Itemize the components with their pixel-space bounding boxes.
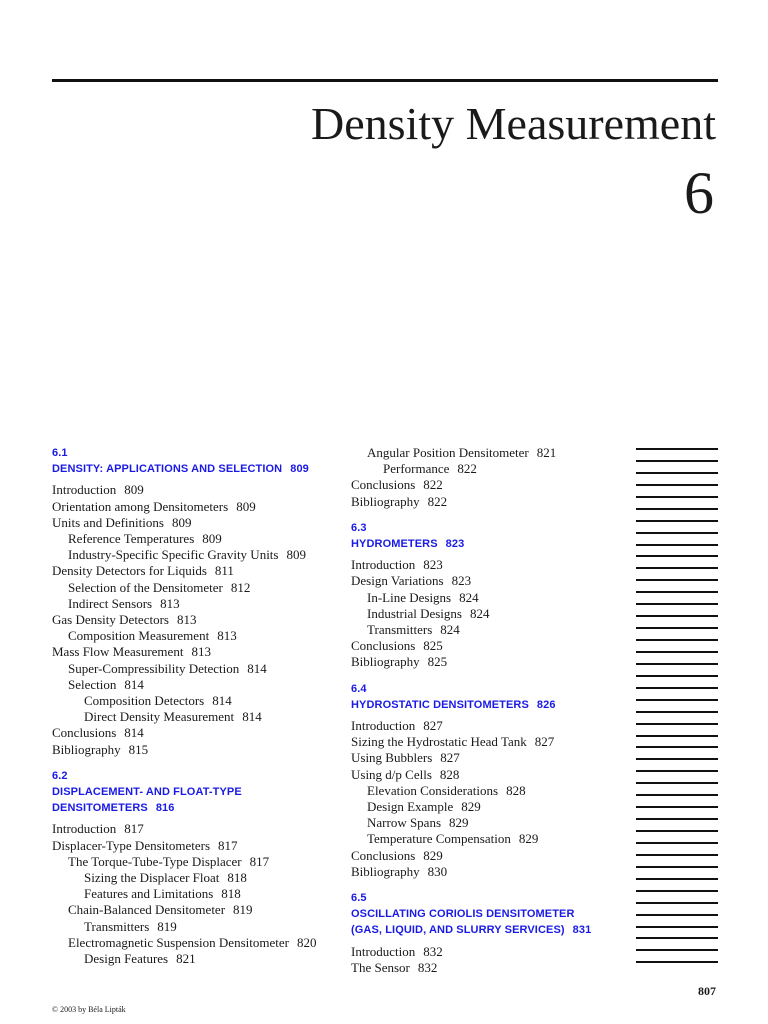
index-tab-rule — [636, 687, 718, 689]
toc-entry[interactable] — [351, 477, 641, 493]
index-tab-rule — [636, 890, 718, 892]
toc-entry-page: 829 — [518, 831, 539, 847]
toc-entry-page: 809 — [286, 547, 306, 563]
toc-entry[interactable] — [52, 870, 342, 886]
index-tab-rule — [636, 914, 718, 916]
toc-entry-page: 814 — [124, 725, 144, 741]
index-tab-rule — [636, 520, 718, 522]
toc-entry[interactable] — [52, 742, 342, 758]
toc-entry-title: Indirect Sensors — [68, 595, 153, 611]
index-tab-rule — [636, 794, 718, 796]
section-title[interactable] — [52, 800, 342, 816]
toc-entry-page: 821 — [176, 951, 196, 967]
toc-entry-title: Composition Measurement — [68, 628, 210, 644]
toc-entry-page: 819 — [233, 902, 253, 918]
toc-entry-title: Using Bubblers — [351, 750, 433, 766]
toc-entry-page: 824 — [459, 589, 479, 605]
toc-entry-title: Conclusions — [52, 725, 117, 741]
toc-entry-page: 827 — [423, 718, 443, 734]
toc-entry-title: Direct Density Measurement — [84, 709, 235, 725]
index-tab-rule — [636, 472, 718, 474]
toc-entry-title: Composition Detectors — [84, 693, 205, 709]
section-title[interactable] — [351, 906, 641, 922]
toc-entry[interactable] — [351, 750, 641, 766]
toc-right-column — [351, 445, 641, 976]
thumb-index-tabs — [636, 448, 718, 973]
toc-entry[interactable] — [52, 531, 342, 547]
toc-entry-title: Selection — [68, 676, 117, 692]
toc-entry-title: Super-Compressibility Detection — [68, 660, 240, 676]
toc-entry-page: 824 — [469, 605, 490, 621]
section-title-text: OSCILLATING CORIOLIS DENSITOMETER — [351, 908, 575, 921]
section-title-text: DISPLACEMENT- AND FLOAT-TYPE — [52, 786, 242, 799]
toc-entry-page: 822 — [423, 477, 443, 493]
toc-entry-title: Industrial Designs — [367, 605, 462, 621]
toc-entry-title: Introduction — [351, 943, 416, 959]
index-tab-rule — [636, 591, 718, 593]
toc-entry-title: Features and Limitations — [84, 886, 214, 902]
toc-entry-title: Selection of the Densitometer — [68, 579, 223, 595]
toc-entry-title: Introduction — [52, 482, 117, 498]
toc-entry-page: 812 — [230, 579, 251, 595]
toc-entry-page: 815 — [128, 741, 149, 757]
toc-entry-title: In-Line Designs — [367, 589, 452, 605]
toc-entry-title: Bibliography — [52, 741, 121, 757]
toc-entry-title: Design Features — [84, 951, 169, 967]
toc-entry[interactable] — [351, 573, 641, 589]
section-spacer — [52, 758, 342, 768]
toc-entry[interactable] — [52, 677, 342, 693]
section-title-text: DENSITY: APPLICATIONS AND SELECTION — [52, 463, 283, 476]
toc-entry-title: Temperature Compensation — [367, 831, 511, 847]
section-spacer — [351, 510, 641, 520]
index-tab-rule — [636, 782, 718, 784]
toc-entry-title: Introduction — [52, 821, 117, 837]
toc-entry[interactable] — [351, 848, 641, 864]
toc-entry-page: 824 — [440, 622, 460, 638]
section-title[interactable] — [52, 784, 342, 800]
index-tab-rule — [636, 699, 718, 701]
index-tab-rule — [636, 532, 718, 534]
toc-entry-page: 827 — [534, 734, 555, 750]
toc-entry[interactable] — [52, 854, 342, 870]
index-tab-rule — [636, 937, 718, 939]
toc-entry-title: Sizing the Hydrostatic Head Tank — [351, 734, 527, 750]
toc-entry-page: 829 — [449, 815, 469, 831]
toc-entry-title: Transmitters — [367, 622, 433, 638]
toc-entry-page: 809 — [202, 531, 222, 547]
section-page: 823 — [445, 538, 465, 551]
toc-entry[interactable] — [52, 644, 342, 660]
section-number: 6.3 — [351, 521, 367, 534]
section-page: 809 — [290, 463, 309, 476]
toc-left-column — [52, 445, 342, 967]
index-tab-rule — [636, 758, 718, 760]
toc-entry-page: 813 — [217, 628, 237, 644]
index-tab-rule — [636, 579, 718, 581]
toc-entry-page: 809 — [236, 498, 256, 514]
toc-entry-title: Using d/p Cells — [351, 766, 432, 782]
toc-entry-page: 814 — [124, 676, 144, 692]
toc-entry-page: 825 — [423, 638, 443, 654]
index-tab-rule — [636, 603, 718, 605]
toc-entry-title: The Torque-Tube-Type Displacer — [68, 853, 242, 869]
toc-entry-title: Elevation Considerations — [367, 782, 499, 798]
index-tab-rule — [636, 496, 718, 498]
toc-entry-page: 830 — [427, 863, 448, 879]
chapter-title: Density Measurement — [311, 98, 716, 149]
toc-entry-title: Bibliography — [351, 493, 420, 509]
toc-entry-page: 822 — [427, 493, 448, 509]
toc-entry-title: Bibliography — [351, 863, 420, 879]
section-number: 6.2 — [52, 769, 68, 782]
toc-entry[interactable] — [351, 799, 641, 815]
toc-entry-page: 820 — [296, 934, 317, 950]
toc-entry[interactable] — [52, 951, 342, 967]
toc-entry-title: Conclusions — [351, 638, 416, 654]
toc-entry-page: 817 — [218, 837, 238, 853]
section-title-text: HYDROSTATIC DENSITOMETERS — [351, 698, 529, 711]
toc-entry[interactable] — [52, 628, 342, 644]
section-page: 816 — [155, 802, 175, 815]
toc-entry[interactable] — [351, 557, 641, 573]
index-tab-rule — [636, 830, 718, 832]
toc-entry[interactable] — [52, 935, 342, 951]
toc-entry-page: 818 — [221, 886, 241, 902]
index-tab-rule — [636, 949, 718, 951]
index-tab-rule — [636, 961, 718, 963]
toc-entry[interactable] — [351, 654, 641, 670]
toc-entry-title: Transmitters — [84, 918, 150, 934]
copyright-notice: © 2003 by Béla Lipták — [52, 1005, 126, 1014]
toc-entry-page: 829 — [461, 799, 481, 815]
index-tab-rule — [636, 866, 718, 868]
index-tab-rule — [636, 555, 718, 557]
section-spacer — [351, 671, 641, 681]
toc-entry-page: 832 — [417, 959, 438, 975]
index-tab-rule — [636, 627, 718, 629]
index-tab-rule — [636, 878, 718, 880]
toc-entry[interactable] — [52, 482, 342, 498]
toc-entry-page: 828 — [439, 766, 460, 782]
toc-entry[interactable] — [351, 718, 641, 734]
toc-entry-page: 819 — [157, 918, 177, 934]
section-title-text: (GAS, LIQUID, AND SLURRY SERVICES) — [351, 924, 565, 937]
toc-entry-title: Mass Flow Measurement — [52, 644, 184, 660]
index-tab-rule — [636, 651, 718, 653]
toc-entry-title: Performance — [383, 461, 450, 477]
toc-entry-page: 809 — [171, 514, 192, 530]
index-tab-rule — [636, 615, 718, 617]
index-tab-rule — [636, 818, 718, 820]
index-tab-rule — [636, 902, 718, 904]
toc-entry[interactable] — [351, 864, 641, 880]
toc-entry[interactable] — [351, 494, 641, 510]
toc-entry[interactable] — [52, 612, 342, 628]
index-tab-rule — [636, 448, 718, 450]
toc-entry-title: Narrow Spans — [367, 815, 442, 831]
toc-entry[interactable] — [52, 580, 342, 596]
section-page: 831 — [572, 924, 592, 937]
section-title-text: DENSITOMETERS — [52, 802, 148, 815]
index-tab-rule — [636, 663, 718, 665]
toc-entry[interactable] — [52, 725, 342, 741]
toc-entry-title: Introduction — [351, 557, 416, 573]
section-number: 6.1 — [52, 447, 68, 459]
toc-entry-title: Design Variations — [351, 573, 444, 589]
section-title[interactable] — [351, 697, 641, 713]
index-tab-rule — [636, 842, 718, 844]
toc-entry-page: 825 — [427, 654, 448, 670]
toc-entry-page: 823 — [423, 557, 443, 573]
top-rule — [52, 79, 718, 82]
toc-entry-title: Displacer-Type Densitometers — [52, 837, 211, 853]
toc-entry[interactable] — [351, 606, 641, 622]
toc-entry[interactable] — [52, 919, 342, 935]
index-tab-rule — [636, 723, 718, 725]
toc-entry[interactable] — [351, 767, 641, 783]
index-tab-rule — [636, 854, 718, 856]
section-title[interactable] — [351, 536, 641, 552]
section-title-text: HYDROMETERS — [351, 538, 438, 551]
toc-entry[interactable] — [52, 661, 342, 677]
toc-entry-title: The Sensor — [351, 959, 410, 975]
toc-entry[interactable] — [52, 902, 342, 918]
toc-entry-page: 818 — [227, 870, 247, 886]
toc-entry-title: Sizing the Displacer Float — [84, 870, 220, 886]
index-tab-rule — [636, 926, 718, 928]
index-tab-rule — [636, 639, 718, 641]
index-tab-rule — [636, 484, 718, 486]
toc-entry[interactable] — [52, 821, 342, 837]
index-tab-rule — [636, 746, 718, 748]
toc-entry[interactable] — [52, 499, 342, 515]
index-tab-rule — [636, 770, 718, 772]
toc-entry[interactable] — [351, 622, 641, 638]
section-title[interactable] — [52, 461, 342, 477]
toc-entry[interactable] — [52, 515, 342, 531]
toc-entry-page: 829 — [423, 847, 443, 863]
toc-entry-page: 817 — [249, 853, 270, 869]
toc-entry-title: Design Example — [367, 799, 454, 815]
toc-entry-page: 813 — [160, 595, 180, 611]
toc-entry-page: 813 — [176, 612, 197, 628]
index-tab-rule — [636, 735, 718, 737]
toc-entry-title: Industry-Specific Specific Gravity Units — [68, 547, 279, 563]
toc-entry[interactable] — [52, 693, 342, 709]
toc-entry-page: 821 — [536, 445, 557, 460]
toc-entry-title: Angular Position Densitometer — [367, 445, 529, 460]
toc-entry-page: 832 — [423, 943, 443, 959]
toc-entry[interactable] — [351, 783, 641, 799]
toc-entry[interactable] — [351, 638, 641, 654]
index-tab-rule — [636, 675, 718, 677]
toc-entry-title: Orientation among Densitometers — [52, 498, 229, 514]
toc-entry[interactable] — [351, 445, 641, 461]
toc-entry[interactable] — [52, 838, 342, 854]
toc-entry[interactable] — [52, 709, 342, 725]
section-number: 6.4 — [351, 682, 367, 695]
toc-entry[interactable] — [52, 886, 342, 902]
toc-entry[interactable] — [351, 461, 641, 477]
section-number: 6.5 — [351, 892, 367, 905]
toc-entry[interactable] — [52, 547, 342, 563]
toc-entry[interactable] — [52, 563, 342, 579]
toc-entry[interactable] — [351, 831, 641, 847]
toc-entry-title: Introduction — [351, 718, 416, 734]
page-number: 807 — [698, 984, 716, 998]
toc-entry-title: Conclusions — [351, 477, 416, 493]
toc-entry[interactable] — [351, 960, 641, 976]
toc-entry[interactable] — [351, 590, 641, 606]
index-tab-rule — [636, 806, 718, 808]
index-tab-rule — [636, 508, 718, 510]
toc-entry-title: Density Detectors for Liquids — [52, 563, 207, 579]
toc-entry-page: 813 — [191, 644, 211, 660]
toc-entry-page: 822 — [457, 461, 477, 477]
toc-entry-title: Gas Density Detectors — [52, 612, 169, 628]
index-tab-rule — [636, 567, 718, 569]
toc-entry-title: Chain-Balanced Densitometer — [68, 902, 226, 918]
index-tab-rule — [636, 460, 718, 462]
section-spacer — [351, 880, 641, 890]
index-tab-rule — [636, 711, 718, 713]
toc-entry-page: 814 — [247, 660, 267, 676]
index-tab-rule — [636, 544, 718, 546]
toc-entry-page: 823 — [451, 573, 472, 589]
toc-entry-page: 827 — [440, 750, 460, 766]
toc-entry-title: Electromagnetic Suspension Densitometer — [68, 934, 289, 950]
toc-entry-page: 811 — [214, 563, 234, 579]
toc-entry-title: Reference Temperatures — [68, 531, 195, 547]
toc-entry-page: 828 — [506, 782, 526, 798]
toc-entry-title: Units and Definitions — [52, 514, 164, 530]
toc-entry-title: Bibliography — [351, 654, 420, 670]
toc-entry[interactable] — [351, 944, 641, 960]
toc-entry[interactable] — [52, 596, 342, 612]
toc-entry-page: 814 — [212, 693, 232, 709]
section-page: 826 — [536, 698, 556, 711]
section-title[interactable] — [351, 922, 641, 938]
toc-entry-page: 814 — [242, 709, 262, 725]
chapter-number: 6 — [684, 160, 714, 226]
toc-entry-page: 809 — [124, 482, 144, 498]
toc-entry-title: Conclusions — [351, 847, 416, 863]
toc-entry[interactable] — [351, 815, 641, 831]
toc-entry-page: 817 — [124, 821, 144, 837]
toc-entry[interactable] — [351, 734, 641, 750]
